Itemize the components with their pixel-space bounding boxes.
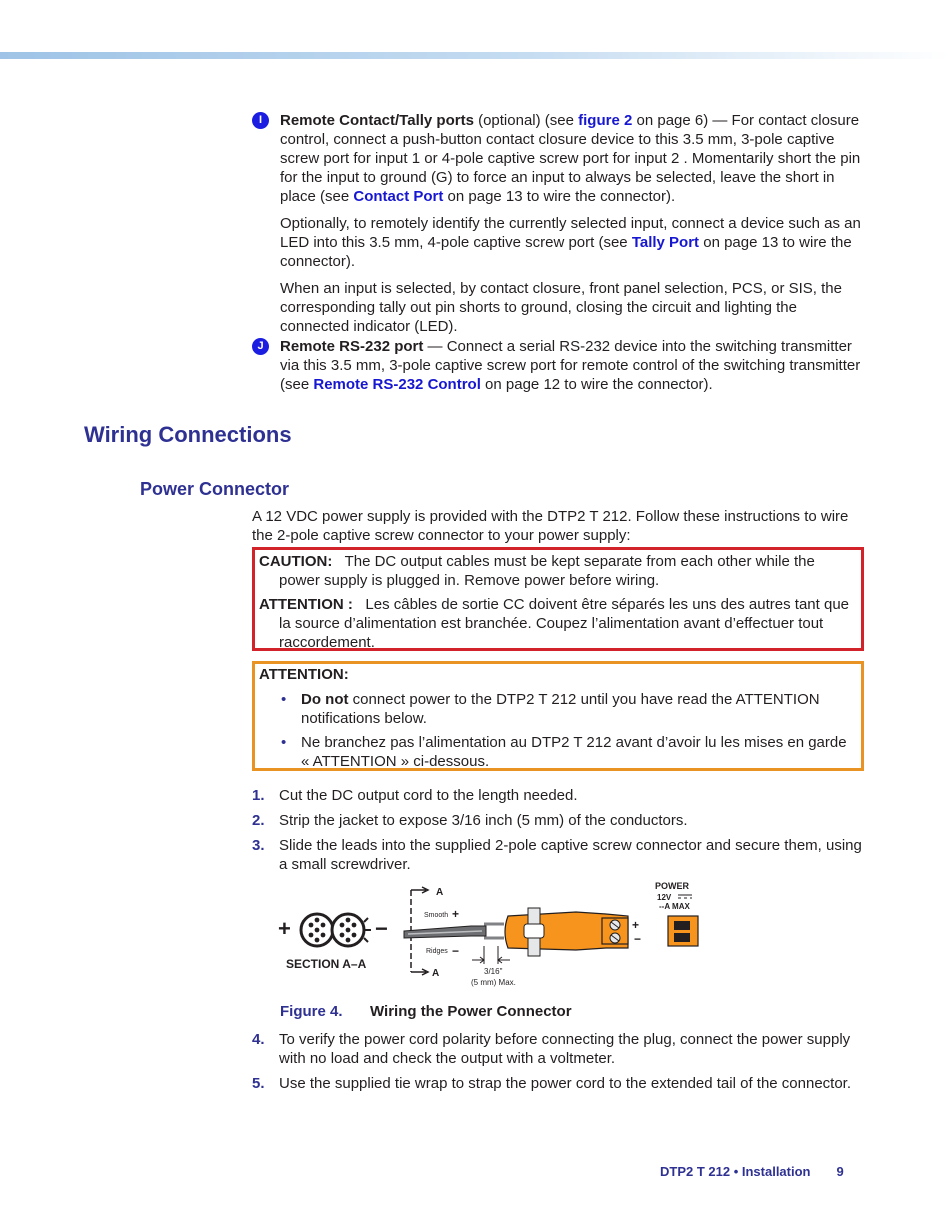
paragraph	[280, 111, 864, 206]
figure-number: Figure 4.	[280, 1003, 343, 1020]
power-label: POWER	[655, 881, 690, 891]
captive-screw-connector	[505, 908, 628, 956]
callout-badge-i: I	[252, 112, 269, 129]
step-text: Use the supplied tie wrap to strap the power cord to the extended tail of the connector.	[279, 1075, 852, 1092]
text: on page 13 to wire the connector).	[280, 234, 852, 270]
attention-list	[259, 690, 857, 771]
attention-text: Les câbles de sortie CC doivent être séparés les uns des autres tant que la source d’alimentation est branchée. Coupez l’alimentation avant d’effectuer tout raccordement.	[279, 596, 850, 651]
step-item	[252, 811, 864, 830]
steps-list-b	[252, 1030, 864, 1099]
strip-dimension	[472, 946, 510, 964]
step-text: Slide the leads into the supplied 2-pole captive screw connector and secure them, using a small screwdriver.	[279, 837, 862, 873]
text: on page 6) — For contact closure control, connect a push-button contact closure device to this 3.5 mm, 3-pole captive screw port for input 1 or 4-pole captive screw port for input 2 . Momentarily short the pin for the input to ground (G) to force an input to always be selected, leave the short in place (see	[280, 112, 861, 205]
smooth-label: Smooth	[424, 912, 449, 919]
step-item	[252, 1030, 864, 1068]
text: Ne branchez pas l’alimentation au DTP2 T 212 avant d’avoir lu les mises en garde « ATTENTION » ci-dessous.	[301, 734, 847, 770]
step-text: To verify the power cord polarity before connecting the plug, connect the power supply with no load and check the output with a voltmeter.	[279, 1031, 851, 1067]
attention-heading: ATTENTION:	[259, 666, 349, 683]
attention-box	[252, 661, 864, 771]
step-number: 1.	[252, 787, 265, 804]
dc-symbol-icon	[678, 895, 692, 898]
step-number: 2.	[252, 812, 265, 829]
caution-label: CAUTION:	[259, 553, 333, 570]
steps-list-a	[252, 786, 864, 880]
caution-fr	[259, 595, 857, 652]
item-remote-contact-tally	[252, 111, 864, 344]
smooth-plus: +	[452, 907, 460, 921]
section-label: SECTION A–A	[286, 957, 367, 971]
figure-title: Wiring the Power Connector	[370, 1003, 572, 1020]
voltage-label: 12V	[657, 893, 672, 902]
ridges-minus: −	[452, 944, 460, 958]
emphasis: Do not	[301, 691, 349, 708]
step-item	[252, 1074, 864, 1093]
item-remote-rs232	[252, 337, 864, 394]
header-gradient-bar	[0, 52, 950, 59]
power-connector-diagram	[276, 876, 706, 988]
section-minus-label: −	[375, 916, 388, 941]
text: Optionally, to remotely identify the currently selected input, connect a device such as an LED into this 3.5 mm, 4-pole captive screw port (see	[280, 215, 861, 251]
step-item	[252, 786, 864, 805]
text: — Connect a serial RS-232 device into the switching transmitter via this 3.5 mm, 3-pole captive screw port for remote control of the switching transmitter (see	[280, 338, 861, 393]
section-a-top: A	[436, 887, 444, 898]
subsection-heading: Power Connector	[140, 479, 290, 499]
cable-cross-section	[301, 914, 371, 946]
text: connect power to the DTP2 T 212 until you have read the ATTENTION notifications below.	[301, 691, 820, 727]
step-number: 3.	[252, 837, 265, 854]
page-number: 9	[836, 1164, 844, 1179]
caution-text: The DC output cables must be kept separate from each other while the power supply is plugged in. Remove power before wiring.	[279, 553, 815, 589]
power-cord	[404, 924, 504, 938]
link-contact-port[interactable]: Contact Port	[353, 188, 444, 205]
link-figure-2[interactable]: figure 2	[578, 112, 633, 129]
connector-minus: −	[634, 932, 642, 946]
amperage-label: --A MAX	[659, 902, 690, 911]
paragraph: When an input is selected, by contact closure, front panel selection, PCS, or SIS, the corresponding tally out pin shorts to ground, closing the circuit and lighting the connected indicator (LED).	[280, 280, 842, 335]
callout-badge-j: J	[252, 338, 269, 355]
section-a-bottom: A	[432, 968, 440, 979]
step-text: Cut the DC output cord to the length needed.	[279, 787, 578, 804]
item-title: Remote RS-232 port	[280, 338, 424, 355]
ridges-label: Ridges	[426, 948, 448, 955]
power-port	[668, 916, 698, 946]
text: on page 12 to wire the connector).	[480, 376, 713, 393]
figure-caption	[280, 1002, 572, 1021]
item-title: Remote Contact/Tally ports	[280, 112, 474, 129]
paragraph	[280, 337, 864, 394]
caution-en	[259, 552, 857, 590]
link-remote-rs232-control[interactable]: Remote RS-232 Control	[313, 376, 481, 393]
page-footer	[660, 1162, 844, 1181]
section-plus-label: +	[278, 916, 291, 941]
attention-label: ATTENTION :	[259, 596, 353, 613]
bullet-icon: •	[281, 691, 287, 708]
list-item	[281, 733, 857, 771]
text: on page 13 to wire the connector).	[443, 188, 676, 205]
step-item	[252, 836, 864, 874]
dimension-max-label: (5 mm) Max.	[471, 978, 516, 987]
link-tally-port[interactable]: Tally Port	[631, 234, 700, 251]
text: (optional) (see	[473, 112, 579, 129]
connector-plus: +	[632, 918, 640, 932]
caution-box	[252, 547, 864, 651]
section-heading: Wiring Connections	[84, 422, 292, 447]
dimension-label: 3/16"	[484, 967, 503, 976]
list-item	[281, 690, 857, 728]
paragraph	[280, 214, 864, 271]
bullet-icon: •	[281, 734, 287, 751]
step-number: 5.	[252, 1075, 265, 1092]
intro-paragraph: A 12 VDC power supply is provided with the DTP2 T 212. Follow these instructions to wire the 2-pole captive screw connector to your power supply:	[252, 508, 849, 544]
step-text: Strip the jacket to expose 3/16 inch (5 mm) of the conductors.	[279, 812, 688, 829]
step-number: 4.	[252, 1031, 265, 1048]
footer-title: DTP2 T 212 • Installation	[660, 1164, 811, 1179]
